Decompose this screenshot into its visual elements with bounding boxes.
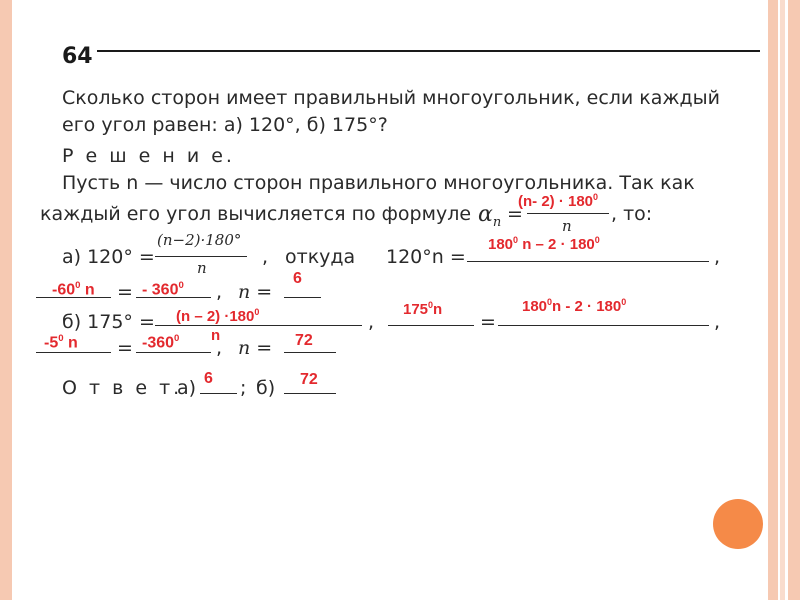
part-a-trailing-comma: ,	[714, 246, 721, 268]
answer-b-label: б)	[256, 377, 276, 399]
part-a-fraction-numerator: (n−2)·180°	[157, 231, 242, 249]
handwritten-part-a-n: 6	[293, 270, 302, 287]
handwritten-formula-numerator: (n- $2) \cdot 180^0$	[518, 192, 599, 210]
part-b-fraction-bar	[155, 325, 362, 326]
part-a-fraction-bar	[155, 256, 247, 257]
part-a-comma: ,	[262, 246, 269, 268]
right-border-stripe-light	[780, 0, 785, 600]
handwritten-part-a-row2-left: $-60^0$ n	[52, 280, 95, 299]
part-b-comma: ,	[368, 311, 375, 333]
part-a-row2-comma: ,	[216, 281, 223, 303]
part-b-blank-left	[388, 325, 474, 326]
right-border-stripe-outer	[788, 0, 800, 600]
part-b-row2-equals: =	[117, 337, 133, 359]
part-a-answer-blank	[467, 261, 709, 262]
handwritten-part-b-n: 72	[295, 332, 313, 349]
solution-line-1: Пусть n — число сторон правильного многоугольника. Так как	[62, 172, 695, 194]
right-border-stripe	[768, 0, 778, 600]
answer-a-label: а)	[177, 377, 197, 399]
answer-b-blank	[284, 393, 336, 394]
answer-a-blank	[200, 393, 237, 394]
part-a-from-word: откуда	[285, 246, 356, 268]
solution-label: Р е ш е н и е.	[62, 145, 235, 167]
left-border-stripe	[0, 0, 12, 600]
part-a-fraction-denominator: n	[197, 259, 207, 277]
handwritten-answer-b: 72	[300, 371, 318, 388]
formula-fraction-bar	[527, 213, 609, 214]
handwritten-part-a-right: $180^0$ $n - 2 \cdot 180^0$	[488, 235, 600, 253]
handwritten-part-b-fraction-denominator: n	[211, 327, 221, 344]
formula-tail: , то:	[611, 203, 653, 225]
handwritten-part-b-row2-mid: $-360^0$	[142, 333, 180, 352]
handwritten-part-b-right: $180^0n - 2 \cdot 180^0$	[522, 297, 627, 315]
part-b-row2-comma: ,	[216, 337, 223, 359]
part-b-label: б) 175° =	[62, 311, 155, 333]
part-b-equals: =	[480, 311, 496, 333]
handwritten-answer-a: 6	[204, 370, 213, 387]
handwritten-part-a-row2-mid: - $360^0$	[142, 280, 184, 299]
part-b-row2-n-equals: n =	[238, 337, 273, 359]
part-a-eq-prefix: 120°n =	[386, 246, 466, 268]
handwritten-part-b-row2-left: $-5^0$ n	[44, 333, 78, 352]
alpha-symbol: $\alpha_n$	[478, 202, 502, 230]
solution-line-2: каждый его угол вычисляется по формуле	[40, 203, 472, 225]
part-a-label: а) 120° =	[62, 246, 155, 268]
part-b-trailing-comma: ,	[714, 311, 721, 333]
handwritten-part-b-fraction-numerator: $(n - 2) \cdot 180^0$	[176, 307, 260, 325]
part-b-blank-right	[498, 325, 709, 326]
question-line-2: его угол равен: а) 120°, б) 175°?	[62, 114, 388, 136]
answer-label: О т в е т.	[62, 377, 183, 399]
formula-denominator: n	[562, 217, 572, 235]
part-a-row2-n-equals: n =	[238, 281, 273, 303]
problem-number: 64	[62, 44, 93, 69]
orange-circle-decoration	[713, 499, 763, 549]
header-rule	[97, 50, 760, 52]
handwritten-part-b-left: $175^0n$	[403, 300, 443, 318]
answer-separator: ;	[240, 377, 247, 399]
part-b-row2-blank-3	[284, 352, 336, 353]
part-a-row2-blank-3	[284, 297, 321, 298]
question-line-1: Сколько сторон имеет правильный многоугольник, если каждый	[62, 87, 721, 109]
part-a-row2-equals: =	[117, 281, 133, 303]
formula-equals: =	[507, 203, 523, 225]
